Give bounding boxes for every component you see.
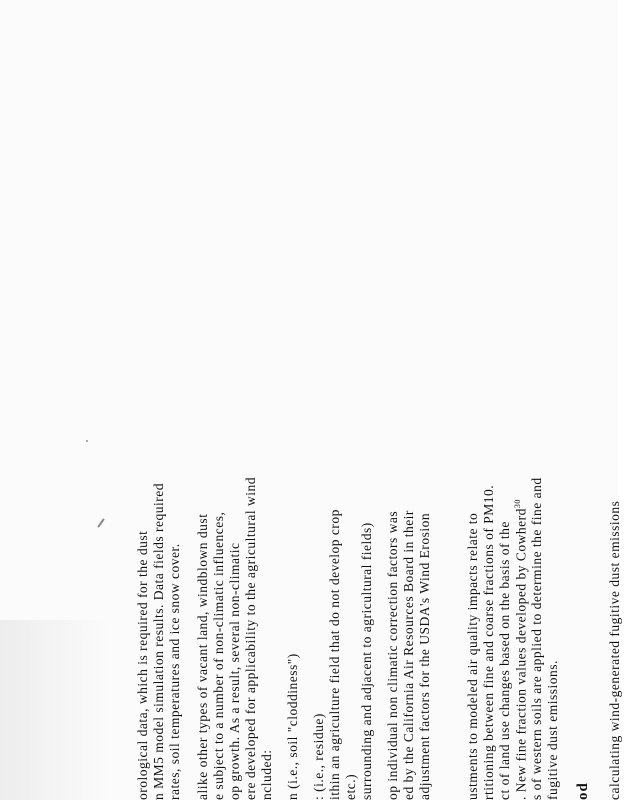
- footnote-reference: 30: [513, 499, 522, 509]
- text-line: rates, soil temperatures and ice snow cover.: [167, 543, 182, 800]
- text-line: ustments to modeled air quality impacts relate to: [465, 512, 480, 800]
- text-line-content: . New fine fraction values developed by Cowherd: [513, 508, 529, 800]
- text-line: ncluded:: [259, 749, 274, 800]
- text-line: fugitive dust emissions.: [545, 660, 560, 800]
- text-line: alike other types of vacant land, windblown dust: [195, 513, 210, 800]
- text-line: op individual non climatic correction factors was: [385, 510, 400, 800]
- text-line: : (i.e., residue): [311, 713, 326, 800]
- rotated-text-block: [135, 280, 635, 800]
- text-line: e subject to a number of non-climatic influences,: [211, 511, 226, 800]
- scan-speck: [86, 440, 88, 442]
- text-line: calculating wind-generated fugitive dust emissions: [607, 500, 622, 800]
- text-line: surrounding and adjacent to agricultural fields): [359, 522, 374, 800]
- text-line: n (i.e., soil "cloddiness"): [285, 653, 300, 800]
- text-line: op growth. As a result, several non-climatic: [227, 542, 242, 800]
- text-line: ed by the California Air Resources Board in their: [401, 510, 416, 800]
- text-line: [513, 499, 530, 800]
- text-line: ithin an agriculture field that do not develop crop: [327, 509, 342, 800]
- text-line: n MM5 model simulation results. Data fields required: [151, 483, 166, 800]
- text-line: rtitioning between fine and coarse fractions of PM10.: [481, 484, 496, 800]
- scan-shadow: [0, 620, 110, 800]
- text-line: adjustment factors for the USDA's Wind Erosion: [417, 512, 432, 800]
- text-line: ct of land use changes based on the basis of the: [497, 521, 512, 800]
- text-line: s of western soils are applied to determine the fine and: [529, 477, 544, 800]
- pencil-mark: [97, 518, 104, 527]
- text-line: orological data, which is required for the dust: [135, 530, 150, 800]
- text-line: ere developed for applicability to the agricultural wind: [243, 476, 258, 800]
- text-line: etc.): [343, 773, 358, 800]
- section-heading: od: [575, 782, 591, 800]
